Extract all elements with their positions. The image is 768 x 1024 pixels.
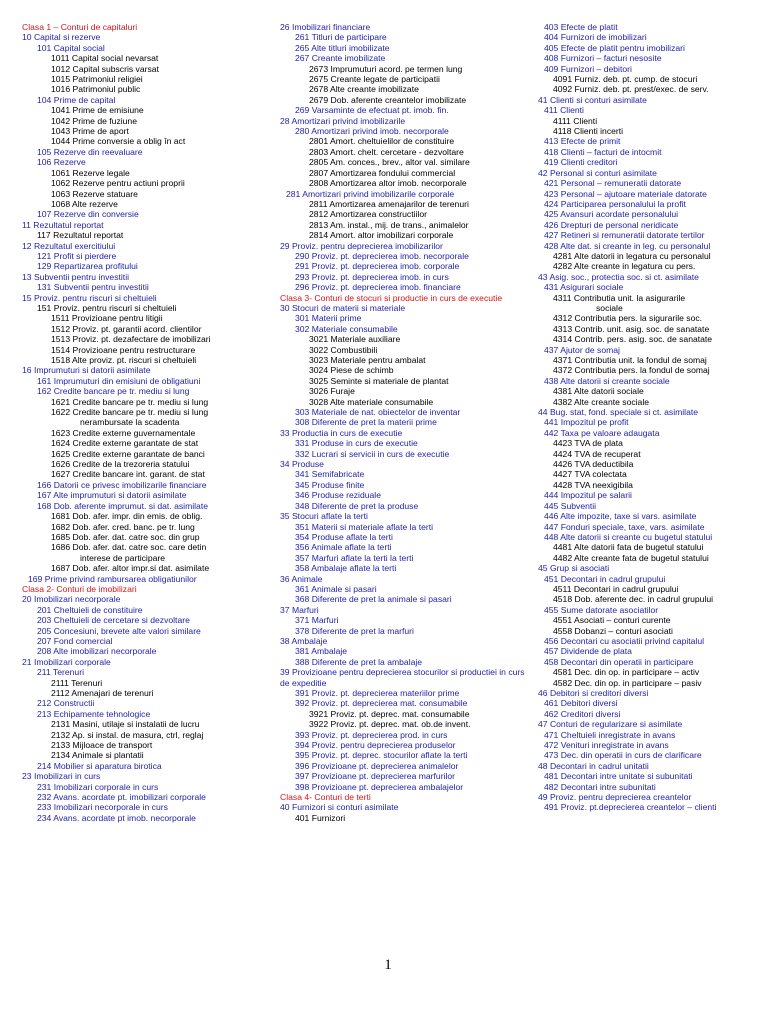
account-line: 107 Rezerve din conversie — [37, 209, 139, 220]
account-line: 290 Proviz. pt. deprecierea imob. necorporale — [295, 250, 469, 261]
account-line: sociale — [596, 302, 623, 313]
account-line: 427 Retineri si remuneratii datorate tertilor — [544, 230, 705, 241]
account-line: 4381 Alte datorii sociale — [553, 386, 644, 397]
account-line: 3026 Furaje — [309, 386, 355, 397]
account-line: 207 Fond comercial — [37, 635, 113, 646]
class-heading: Clasa 3- Conturi de stocuri si productie in curs de executie — [280, 292, 503, 303]
account-line: 393 Proviz. pt. deprecierea prod. in curs — [295, 729, 448, 740]
account-line: 2801 Amort. cheltuielilor de constituire — [309, 136, 455, 147]
account-line: 405 Efecte de platit pentru imobilizari — [544, 42, 685, 53]
account-line: 4481 Alte datorii fata de bugetul statului — [553, 542, 704, 553]
account-line: 332 Lucrari si servicii in curs de executie — [295, 448, 450, 459]
account-line: 395 Proviz. pt. deprec. stocurilor aflate la terti — [295, 750, 468, 761]
account-line: 448 Alte datorii si creante cu bugetul statului — [544, 531, 713, 542]
group-heading: 11 Rezultatul reportat — [22, 219, 104, 230]
group-heading: 21 Imobilizari corporale — [22, 656, 111, 667]
account-line: 4314 Contrib. pers. asig. soc. de sanatate — [553, 334, 713, 345]
group-heading: 44 Bug. stat, fond. speciale si ct. asimilate — [538, 407, 699, 418]
account-line: 4511 Decontari in cadrul grupului — [553, 583, 679, 594]
account-line: 1511 Provizioane pentru litigii — [51, 313, 163, 324]
group-heading: 38 Ambalaje — [280, 635, 328, 646]
account-line: 129 Repartizarea profitului — [37, 261, 138, 272]
account-line: 4282 Alte creante in legatura cu pers. — [553, 261, 696, 272]
account-line: 166 Datorii ce privesc imobilizarile financiare — [37, 479, 207, 490]
group-heading: 12 Rezultatul exercitiului — [22, 240, 116, 251]
group-heading: 37 Marfuri — [280, 604, 319, 615]
account-line: 280 Amortizari privind imob. necorporale — [295, 126, 449, 137]
group-heading: 33 Productia in curs de executie — [280, 427, 403, 438]
account-line: 1063 Rezerve statuare — [51, 188, 138, 199]
account-line: 4428 TVA neexigibila — [553, 479, 633, 490]
account-line: 1626 Credite de la trezoreria statului — [51, 459, 190, 470]
account-line: 2812 Amortizarea constructiilor — [309, 209, 427, 220]
account-line: 397 Provizioane pt. deprecierea marfurilor — [295, 771, 456, 782]
account-line: 473 Dec. din operatii in curs de clarificare — [544, 750, 702, 761]
group-heading: 30 Stocuri de materii si materiale — [280, 302, 406, 313]
account-line: 4313 Contrib. unit. asig. soc. de sanatate — [553, 323, 710, 334]
group-heading: 28 Amortizari privind imobilizarile — [280, 115, 406, 126]
account-line: 358 Ambalaje aflate la terti — [295, 563, 397, 574]
account-line: 346 Produse reziduale — [295, 490, 381, 501]
group-heading: 45 Grup si asociati — [538, 563, 610, 574]
group-heading: 26 Imobilizari financiare — [280, 22, 371, 32]
account-line: 331 Produse in curs de executie — [295, 438, 418, 449]
account-line: 4582 Dec. din op. in participare – pasiv — [553, 677, 702, 688]
account-line: 1625 Credite externe garantate de banci — [51, 448, 205, 459]
account-line: 1514 Provizioane pentru restructurare — [51, 344, 196, 355]
class-heading: Clasa 4- Conturi de terti — [280, 792, 371, 803]
account-line: 491 Proviz. pt.deprecierea creantelor – clienti — [544, 802, 717, 813]
column-middle — [280, 22, 525, 823]
class-heading: Clasa 1 – Conturi de capitaluri — [22, 22, 138, 32]
account-line: 394 Proviz. pentru deprecierea produselor — [295, 740, 456, 751]
account-line: 214 Mobilier si aparatura birotica — [37, 760, 162, 771]
account-line: 3024 Piese de schimb — [309, 365, 394, 376]
account-line: 267 Creante imobilizate — [295, 53, 386, 64]
account-line: 421 Personal – remuneratii datorate — [544, 178, 682, 189]
group-heading: 43 Asig. soc., protectia soc. si ct. asimilate — [538, 271, 699, 282]
account-line: 231 Imobilizari corporale in curs — [37, 781, 159, 792]
account-line: 211 Terenuri — [37, 667, 84, 678]
account-line: 1623 Credite externe guvernamentale — [51, 427, 196, 438]
account-line: 2111 Terenuri — [51, 677, 103, 688]
account-line: 455 Sume datorate asociatilor — [544, 604, 659, 615]
account-line: 1062 Rezerve pentru actiuni proprii — [51, 178, 185, 189]
account-line: 1681 Dob. afer. impr. din emis. de oblig. — [51, 511, 203, 522]
account-line: 4426 TVA deductibila — [553, 459, 634, 470]
account-line: 2803 Amort. chelt. cercetare - dezvoltare — [309, 146, 464, 157]
account-line: 3023 Materiale pentru ambalat — [309, 355, 426, 365]
account-line: 361 Animale si pasari — [295, 583, 377, 594]
account-line: 1627 Credite bancare int. garant. de stat — [51, 469, 205, 480]
account-line: 205 Concesiuni, brevete alte valori similare — [37, 625, 201, 636]
account-line: 418 Clienti – facturi de intocmit — [544, 146, 662, 157]
account-line: 4518 Dob. aferente dec. in cadrul grupului — [553, 594, 714, 605]
group-heading: 48 Decontari in cadrul unitatii — [538, 760, 649, 771]
account-line: 4427 TVA colectata — [553, 469, 627, 480]
group-heading: 20 Imobilizari necorporale — [22, 594, 121, 605]
account-line: 1685 Dob. afer. dat. catre soc. din grup — [51, 531, 200, 542]
account-line: 438 Alte datorii si creante sociale — [544, 375, 670, 386]
account-line: 2808 Amortizarea altor imob. necorporale — [309, 178, 467, 189]
account-line: 4312 Contributia pers. la sigurarile soc. — [553, 313, 703, 324]
account-line: 121 Profit si pierdere — [37, 250, 117, 261]
account-line: 457 Dividende de plata — [544, 646, 632, 657]
account-line: 354 Produse aflate la terti — [295, 531, 393, 542]
account-line: 106 Rezerve — [37, 157, 86, 168]
group-heading: 29 Proviz. pentru deprecierea imobilizarilor — [280, 240, 443, 251]
account-line: 291 Proviz. pt. deprecierea imob. corporale — [295, 261, 460, 272]
account-line: 403 Efecte de platit — [544, 22, 618, 32]
column-left — [22, 22, 267, 823]
account-line: 168 Dob. aferente imprumut. si dat. asimilate — [37, 500, 209, 511]
page-number: 1 — [384, 957, 392, 973]
account-line: 4372 Contributia pers. la fondul de somaj — [553, 365, 710, 376]
account-line: 1512 Proviz. pt. garantii acord. clientilor — [51, 323, 202, 334]
account-line: 303 Materiale de nat. obiectelor de inventar — [295, 407, 461, 418]
account-line: 4382 Alte creante sociale — [553, 396, 650, 407]
account-line: 462 Creditori diversi — [544, 708, 621, 719]
account-line: 2807 Amortizarea fondului commercial — [309, 167, 456, 178]
account-line: 408 Furnizori – facturi nesosite — [544, 53, 662, 64]
account-line: 419 Clienti creditori — [544, 157, 618, 168]
group-heading: 49 Proviz. pentru deprecierea creantelor — [538, 792, 692, 803]
group-heading: 15 Proviz. pentru riscuri si cheltuieli — [22, 292, 157, 303]
account-line: 392 Proviz. pt. deprecierea mat. consumabile — [295, 698, 468, 709]
account-line: 105 Rezerve din reevaluare — [37, 146, 143, 157]
account-line: 411 Clienti — [544, 105, 584, 116]
account-line: 391 Proviz. pt. deprecierea materiilor prime — [295, 688, 460, 698]
account-line: 348 Diferente de pret la produse — [295, 500, 419, 511]
account-line: 4311 Contributia unit. la asigurarile — [553, 292, 686, 303]
account-line: 2814 Amort. altor imobilizari corporale — [309, 230, 454, 241]
account-line: interese de participare — [80, 552, 166, 563]
account-line: 401 Furnizori — [295, 812, 346, 823]
account-line: 404 Furnizori de imobilizari — [544, 32, 647, 43]
account-line: 117 Rezultatul reportat — [37, 230, 124, 241]
account-line: 212 Constructii — [37, 698, 95, 709]
account-line: 357 Marfuri aflate la terti la terti — [295, 552, 414, 563]
account-line: 4424 TVA de recuperat — [553, 448, 641, 459]
account-line: 3022 Combustibili — [309, 344, 378, 355]
account-line: 446 Alte impozite, taxe si vars. asimilate — [544, 511, 697, 522]
account-line: 308 Diferente de pret la materii prime — [295, 417, 437, 428]
account-line: 3922 Proviz. pt. deprec. mat. ob.de invent. — [309, 719, 471, 730]
account-line: 269 Varsaminte de efectuat pt. imob. fin. — [295, 105, 449, 116]
group-heading: 13 Subventii pentru investitii — [22, 271, 130, 282]
account-line: 426 Drepturi de personal neridicate — [544, 219, 679, 230]
account-line: 409 Furnizori – debitori — [544, 63, 632, 74]
account-line: 4558 Dobanzi – conturi asociati — [553, 625, 673, 636]
account-line: 2811 Amortizarea amenajarilor de terenuri — [309, 198, 469, 209]
account-line: 341 Semifabricate — [295, 469, 365, 480]
account-line: 233 Imobilizari necorporale in curs — [37, 802, 168, 813]
account-line: 413 Efecte de primit — [544, 136, 621, 147]
account-line: 201 Cheltuieli de constituire — [37, 604, 143, 615]
account-line: 472 Venituri inregistrate in avans — [544, 740, 669, 751]
account-line: 423 Personal – ajutoare materiale datorate — [544, 188, 707, 199]
account-line: 2131 Masini, utilaje si instalatii de lucru — [51, 719, 200, 730]
account-line: 281 Amortizari privind imobilizarile corporale — [286, 188, 455, 199]
account-line: 371 Marfuri — [295, 615, 339, 626]
account-line: 2675 Creante legate de participatii — [309, 74, 440, 85]
account-line: 232 Avans. acordate pt. imobilizari corporale — [37, 792, 206, 803]
account-line: 1624 Credite externe garantate de stat — [51, 438, 199, 449]
account-line: 437 Ajutor de somaj — [544, 344, 620, 355]
account-line: 1621 Credite bancare pe tr. mediu si lung — [51, 396, 209, 407]
account-line: 396 Provizioane pt. deprecierea animalelor — [295, 760, 459, 771]
account-line: 482 Decontari intre subunitati — [544, 781, 656, 792]
account-line: nerambursate la scadenta — [80, 417, 180, 428]
account-line: 1518 Alte proviz. pt. riscuri si cheltuieli — [51, 355, 197, 365]
account-line: 4281 Alte datorii in legatura cu personalul — [553, 250, 711, 261]
account-line: 1011 Capital social nevarsat — [51, 53, 159, 64]
account-line: 2813 Am. instal., mij. de trans., animalelor — [309, 219, 469, 230]
account-line: 431 Asigurari sociale — [544, 282, 624, 293]
account-line: 1068 Alte rezerve — [51, 198, 118, 209]
account-line: 2133 Mijloace de transport — [51, 740, 153, 751]
account-line: 1015 Patrimoniul religiei — [51, 74, 143, 85]
account-line: 203 Cheltuieli de cercetare si dezvoltare — [37, 615, 190, 626]
account-line: 424 Participarea personalului la profit — [544, 198, 686, 209]
account-line: 444 Impozitul pe salarii — [544, 490, 632, 501]
account-line: 4581 Dec. din op. in participare – activ — [553, 667, 700, 678]
group-heading: 10 Capital si rezerve — [22, 32, 101, 43]
account-line: 388 Diferente de pret la ambalaje — [295, 656, 423, 667]
account-line: 261 Titluri de participare — [295, 32, 387, 43]
account-line: 445 Subventii — [544, 500, 597, 511]
account-line: 101 Capital social — [37, 42, 105, 53]
account-line: 345 Produse finite — [295, 479, 365, 490]
account-line: 378 Diferente de pret la marfuri — [295, 625, 414, 636]
account-line: 2679 Dob. aferente creantelor imobilizate — [309, 94, 467, 105]
account-line: 481 Decontari intre unitate si subunitati — [544, 771, 693, 782]
account-line: 1042 Prime de fuziune — [51, 115, 137, 126]
group-heading: 23 Imobilizari in curs — [22, 771, 101, 782]
group-heading: 16 Imprumuturi si datorii asimilate — [22, 365, 151, 376]
account-line: 162 Credite bancare pe tr. mediu si lung — [37, 386, 190, 397]
group-heading: 39 Provizioane pentru deprecierea stocurilor si productiei in curs de expeditie — [280, 667, 525, 688]
account-line: 4423 TVA de plata — [553, 438, 623, 449]
account-line: 3028 Alte materiale consumabile — [309, 396, 434, 407]
account-line: 213 Echipamente tehnologice — [37, 708, 151, 719]
account-line: 2112 Amenajari de terenuri — [51, 688, 154, 698]
group-heading: 42 Personal si conturi asimilate — [538, 167, 657, 178]
account-line: 441 Impozitul pe profit — [544, 417, 629, 428]
account-line: 302 Materiale consumabile — [295, 323, 398, 334]
account-line: 442 Taxa pe valoare adaugata — [544, 427, 660, 438]
group-heading: 34 Produse — [280, 459, 324, 470]
group-heading: 40 Furnizori si conturi asimilate — [280, 802, 399, 813]
group-heading: 41 Clienti si conturi asimilate — [538, 94, 647, 105]
account-line: 4482 Alte creante fata de bugetul statului — [553, 552, 709, 563]
account-line: 2132 Ap. si instal. de masura, ctrl, reglaj — [51, 729, 204, 740]
account-line: 1687 Dob. afer. altor impr.si dat. asimilate — [51, 563, 210, 574]
account-line: 1016 Patrimoniul public — [51, 84, 141, 95]
account-line: 167 Alte imprumuturi si datorii asimilate — [37, 490, 187, 501]
account-line: 208 Alte imobilizari necorporale — [37, 646, 157, 657]
account-line: 2805 Am. conces., brev., altor val. similare — [309, 157, 470, 168]
account-line: 3021 Materiale auxiliare — [309, 334, 401, 345]
account-line: 265 Alte titluri imobilizate — [295, 42, 390, 53]
account-line: 425 Avansuri acordate personalului — [544, 209, 679, 220]
column-right — [538, 22, 766, 813]
account-line: 293 Proviz. pt. deprecierea imob. in curs — [295, 271, 449, 282]
group-heading: 46 Debitori si creditori diversi — [538, 688, 649, 698]
account-line: 4091 Furniz. deb. pt. cump. de stocuri — [553, 74, 698, 85]
account-line: 1044 Prime conversie a oblig în act — [51, 136, 186, 147]
account-line: 471 Cheltuieli inregistrate in avans — [544, 729, 676, 740]
group-heading: 36 Animale — [280, 573, 323, 584]
account-line: 451 Decontari in cadrul grupului — [544, 573, 666, 584]
account-line: 1682 Dob. afer. cred. banc. pe tr. lung — [51, 521, 195, 532]
account-line: 381 Ambalaje — [295, 646, 348, 657]
account-line: 296 Proviz. pt. deprecierea imob. financiare — [295, 282, 461, 293]
account-line: 4551 Asociati – conturi curente — [553, 615, 671, 626]
account-line: 4111 Clienti — [553, 115, 598, 126]
account-line: 4371 Contributia unit. la fondul de somaj — [553, 355, 707, 365]
class-heading: Clasa 2- Conturi de imobilizari — [22, 583, 137, 594]
account-line: 1043 Prime de aport — [51, 126, 129, 137]
account-line: 169 Prime privind rambursarea obligatiunilor — [28, 573, 197, 584]
account-line: 104 Prime de capital — [37, 94, 116, 105]
account-line: 2673 Imprumuturi acord. pe termen lung — [309, 63, 463, 74]
account-line: 1513 Proviz. pt. dezafectare de imobilizari — [51, 334, 211, 345]
account-line: 1622 Credite bancare pe tr. mediu si lung — [51, 407, 209, 418]
account-line: 458 Decontari din operatii in participare — [544, 656, 694, 667]
account-line: 356 Animale aflate la terti — [295, 542, 392, 553]
account-line: 461 Debitori diversi — [544, 698, 618, 709]
account-line: 4092 Furniz. deb. pt. prest/exec. de serv. — [553, 84, 709, 95]
account-line: 1041 Prime de emisiune — [51, 105, 144, 116]
account-line: 131 Subventii pentru investitii — [37, 282, 149, 293]
account-line: 151 Proviz. pentru riscuri si cheltuieli — [37, 302, 177, 313]
account-line: 161 Imprumuturi din emisiuni de obligatiuni — [37, 375, 201, 386]
account-line: 301 Materii prime — [295, 313, 362, 324]
account-line: 456 Decontari cu asociatii privind capitalul — [544, 635, 705, 646]
account-line: 3921 Proviz. pt. deprec. mat. consumabile — [309, 708, 470, 719]
account-line: 398 Provizioane pt. deprecierea ambalajelor — [295, 781, 464, 792]
account-line: 3025 Seminte si materiale de plantat — [309, 375, 449, 386]
account-line: 447 Fonduri speciale, taxe, vars. asimilate — [544, 521, 705, 532]
account-line: 2678 Alte creante imobilizate — [309, 84, 419, 95]
account-line: 1061 Rezerve legale — [51, 167, 130, 178]
account-line: 368 Diferente de pret la animale si pasari — [295, 594, 452, 605]
account-line: 4118 Clienti incerti — [553, 126, 624, 137]
account-line: 234 Avans. acordate pt imob. necorporale — [37, 812, 196, 823]
group-heading: 35 Stocuri aflate la terti — [280, 511, 368, 522]
account-line: 1012 Capital subscris varsat — [51, 63, 159, 74]
account-line: 428 Alte dat. si creante in leg. cu personalul — [544, 240, 711, 251]
group-heading: 47 Conturi de regularizare si asimilate — [538, 719, 683, 730]
account-line: 1686 Dob. afer. dat. catre soc. care detin — [51, 542, 207, 553]
account-line: 2134 Animale si plantatii — [51, 750, 144, 761]
account-line: 351 Materii si materiale aflate la terti — [295, 521, 434, 532]
